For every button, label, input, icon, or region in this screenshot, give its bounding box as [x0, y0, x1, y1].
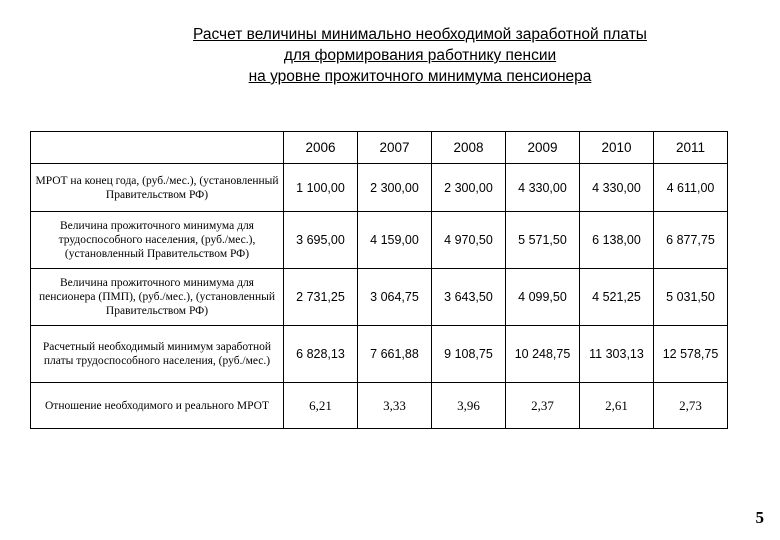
row-label: МРОТ на конец года, (руб./мес.), (установленный Правительством РФ) — [31, 164, 284, 212]
table-cell: 5 571,50 — [506, 212, 580, 269]
table-cell: 12 578,75 — [654, 326, 728, 383]
table-cell: 3 064,75 — [358, 269, 432, 326]
table-cell: 3 695,00 — [284, 212, 358, 269]
title-line-1: Расчет величины минимально необходимой заработной платы — [193, 26, 647, 43]
header-year-2008: 2008 — [432, 132, 506, 164]
data-table — [30, 131, 728, 429]
table-cell: 2,73 — [654, 383, 728, 429]
table-cell: 1 100,00 — [284, 164, 358, 212]
table-row — [31, 164, 728, 212]
table-cell: 4 611,00 — [654, 164, 728, 212]
table-cell: 3,33 — [358, 383, 432, 429]
header-year-2009: 2009 — [506, 132, 580, 164]
header-year-2010: 2010 — [580, 132, 654, 164]
table-cell: 2,37 — [506, 383, 580, 429]
table-cell: 4 330,00 — [506, 164, 580, 212]
table-cell: 6 828,13 — [284, 326, 358, 383]
page-title — [80, 24, 760, 87]
row-label: Величина прожиточного минимума для трудоспособного населения, (руб./мес.), (установленный Правительством РФ) — [31, 212, 284, 269]
table-cell: 4 970,50 — [432, 212, 506, 269]
table-cell: 4 099,50 — [506, 269, 580, 326]
row-label: Отношение необходимого и реального МРОТ — [31, 383, 284, 429]
table-cell: 11 303,13 — [580, 326, 654, 383]
table-cell: 7 661,88 — [358, 326, 432, 383]
table-cell: 5 031,50 — [654, 269, 728, 326]
table-cell: 6,21 — [284, 383, 358, 429]
title-line-2: для формирования работнику пенсии — [283, 47, 557, 64]
table-cell: 4 330,00 — [580, 164, 654, 212]
table-cell: 2 731,25 — [284, 269, 358, 326]
table-row — [31, 326, 728, 383]
table-cell: 2 300,00 — [358, 164, 432, 212]
header-corner-cell — [31, 132, 284, 164]
page-number: 5 — [755, 508, 764, 527]
table-cell: 3 643,50 — [432, 269, 506, 326]
table-cell: 9 108,75 — [432, 326, 506, 383]
table-cell: 10 248,75 — [506, 326, 580, 383]
table-cell: 6 138,00 — [580, 212, 654, 269]
header-year-2006: 2006 — [284, 132, 358, 164]
header-year-2007: 2007 — [358, 132, 432, 164]
table-row — [31, 212, 728, 269]
row-label: Величина прожиточного минимума для пенсионера (ПМП), (руб./мес.), (установленный Правительством РФ) — [31, 269, 284, 326]
header-year-2011: 2011 — [654, 132, 728, 164]
table-cell: 4 521,25 — [580, 269, 654, 326]
table-row — [31, 383, 728, 429]
table-row — [31, 269, 728, 326]
table-cell: 4 159,00 — [358, 212, 432, 269]
row-label: Расчетный необходимый минимум заработной платы трудоспособного населения, (руб./мес.) — [31, 326, 284, 383]
table-cell: 6 877,75 — [654, 212, 728, 269]
title-line-3: на уровне прожиточного минимума пенсионера — [248, 68, 592, 85]
table-cell: 3,96 — [432, 383, 506, 429]
table-cell: 2 300,00 — [432, 164, 506, 212]
table-header-row — [31, 132, 728, 164]
table-cell: 2,61 — [580, 383, 654, 429]
